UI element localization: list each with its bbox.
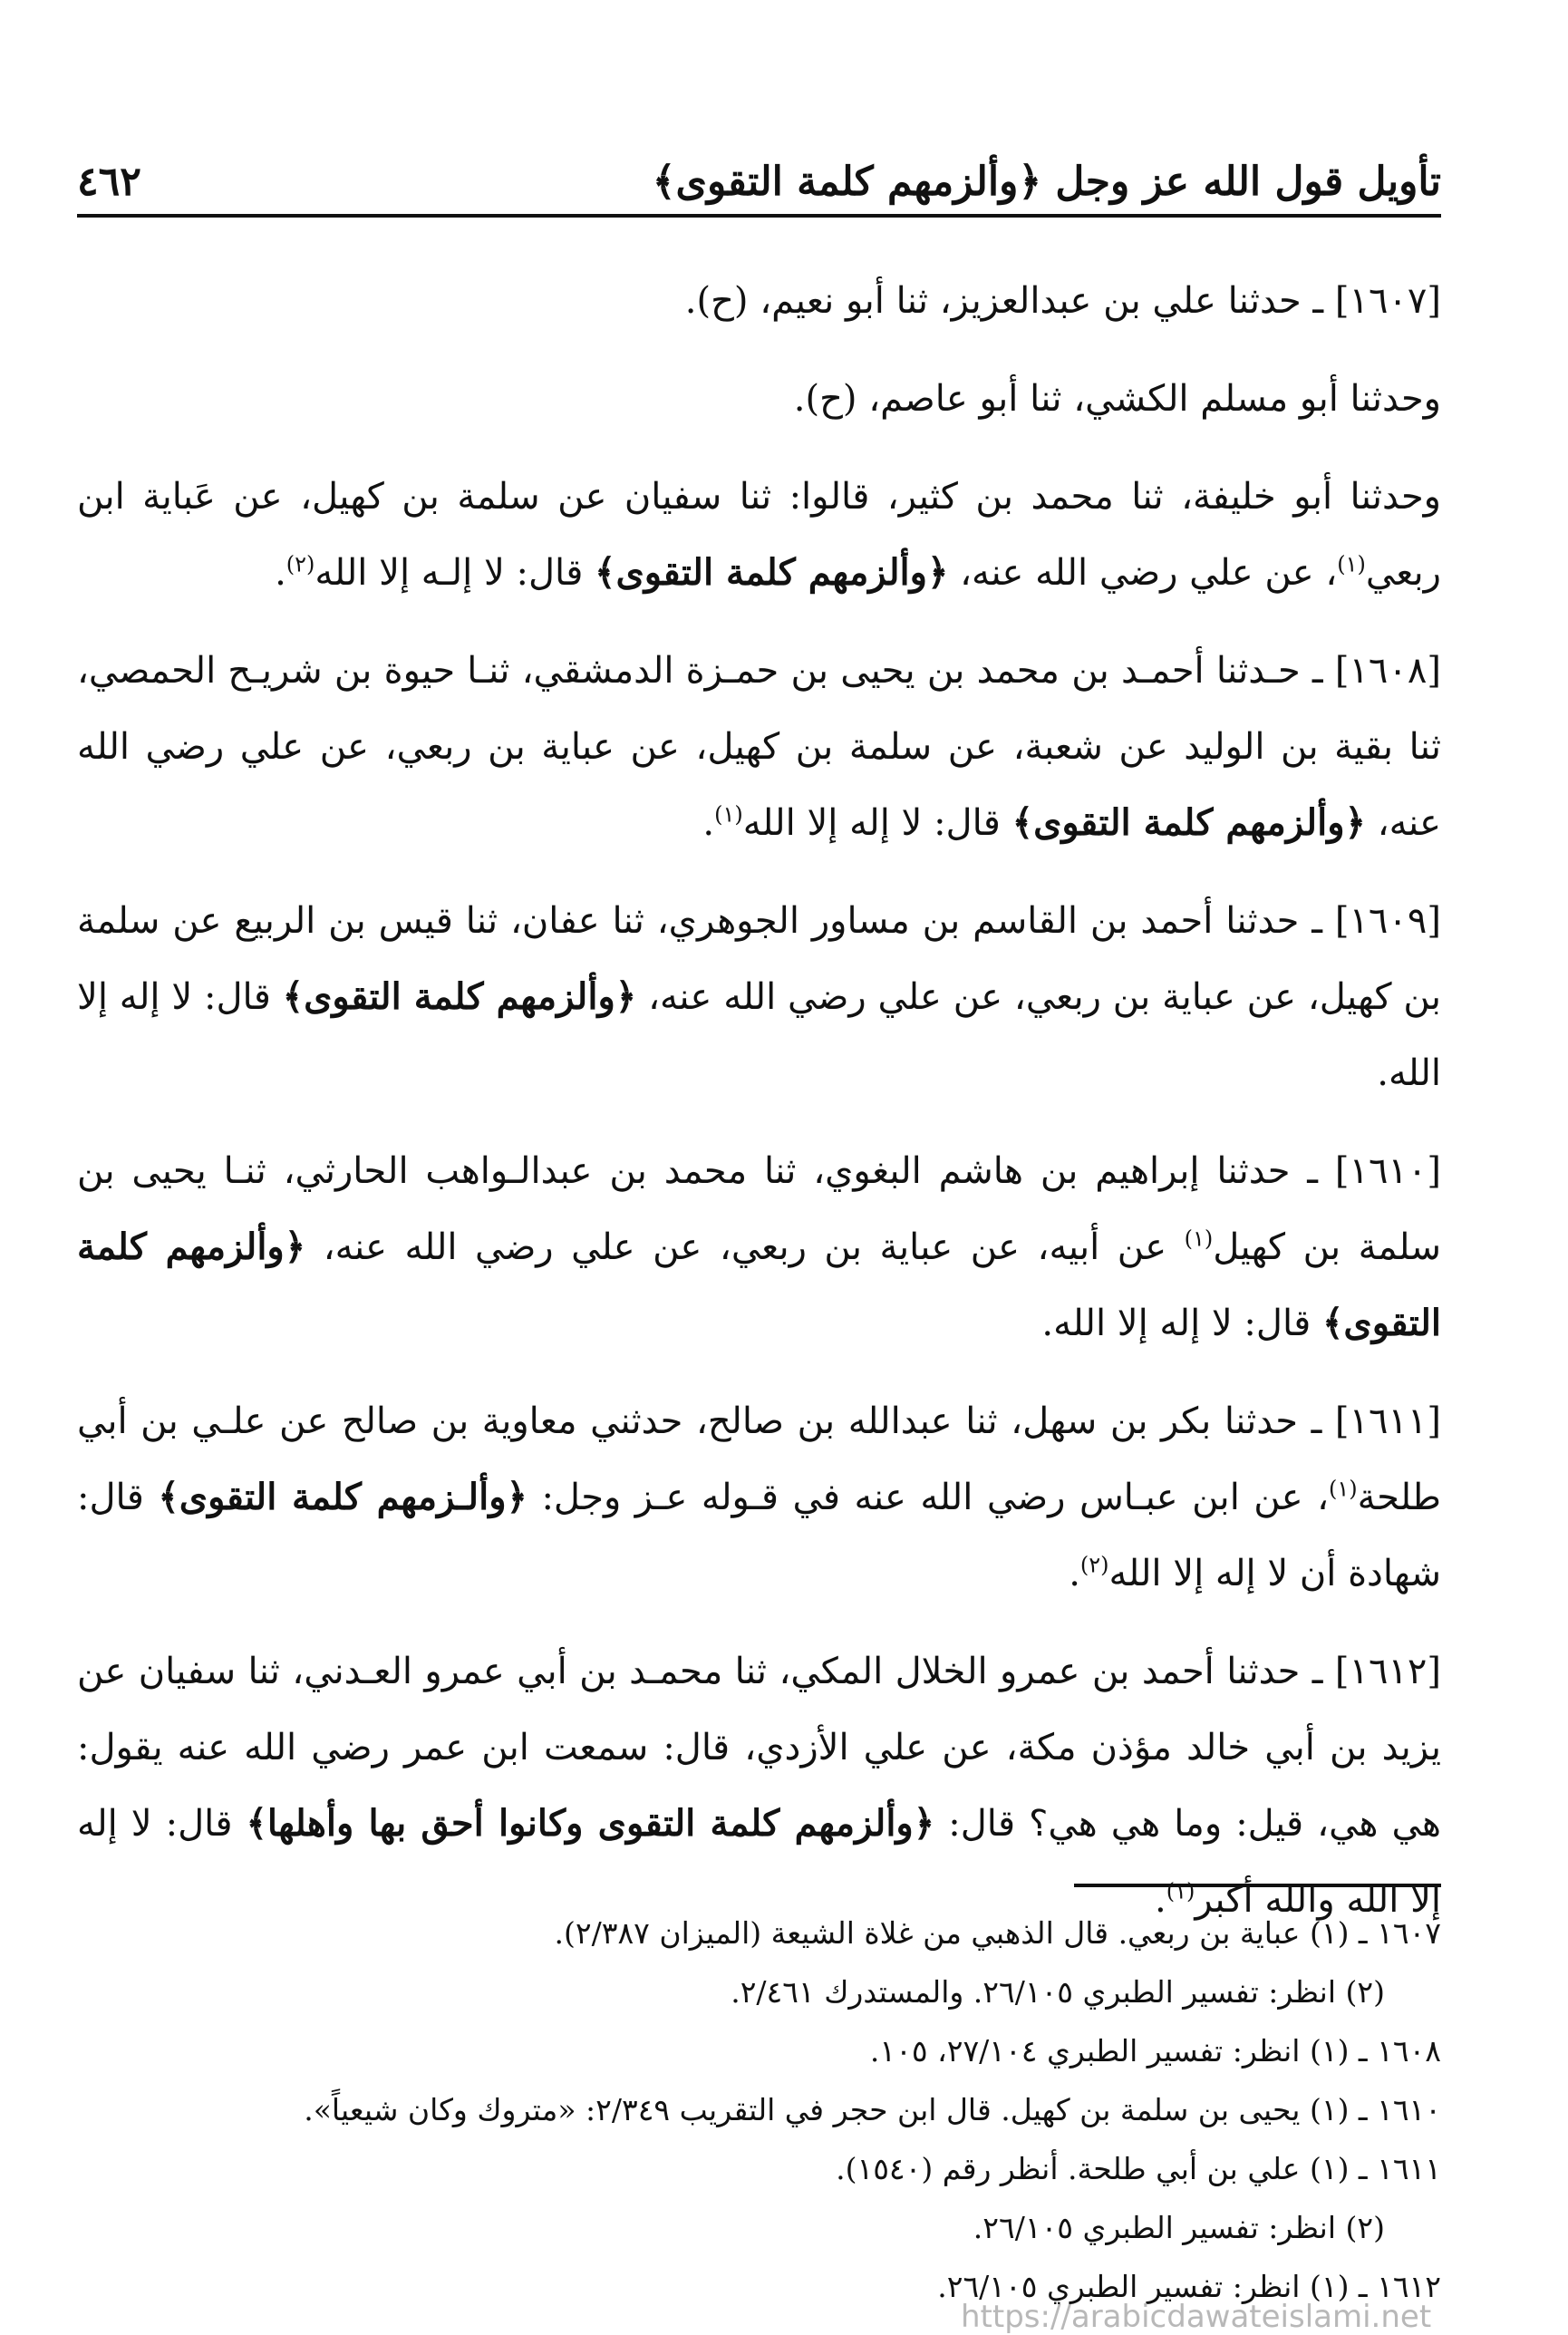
text-run: حدثنا علي بن عبدالعزيز، ثنا أبو نعيم، (ح). [684,280,1313,322]
hadith-number: [١٦٠٧] ـ [1312,280,1441,322]
footnote-text: يحيى بن سلمة بن كهيل. قال ابن حجر في التقريب ٢/٣٤٩: «متروك وكان شيعياً». [304,2092,1310,2127]
footnote-label: ١٦١٢ ـ (١) [1309,2269,1441,2304]
text-run: حـدثنا أحمـد بن محمد بن يحيى بن حمـزة الدمشقي، ثنـا حيوة بن شريـح الحمصي، ثنا بقية بن الوليد عن شعبة، عن سلمة بن كهيل، عن عباية بن ربعي، عن علي رضي الله عنه، [77,650,1441,844]
hadith-number: [١٦٠٩] ـ [1312,900,1441,942]
hadith-paragraph [77,1633,1441,1938]
footnote-label: ١٦٠٨ ـ (١) [1309,2033,1441,2069]
text-run: حدثنا إبراهيم بن هاشم البغوي، ثنا محمد بن عبدالـواهب الحارثي، ثنـا يحيى بن سلمة بن كهيل [77,1150,1441,1268]
watermark: https://arabicdawateislami.net [961,2299,1432,2335]
text-run: . [702,802,715,844]
footnote [77,2139,1441,2198]
footnote-marker: (٢) [1079,1552,1109,1578]
footnote-text: انظر: تفسير الطبري ٢٧/١٠٤، ١٠٥. [869,2033,1310,2069]
footnote-marker: (١) [1337,551,1366,577]
text-run: ، عن علي رضي الله عنه، [948,552,1338,594]
text-run: حدثنا أحمد بن القاسم بن مساور الجوهري، ثنا عفان، ثنا قيس بن الربيع عن سلمة بن كهيل، عن عباية بن ربعي، عن علي رضي الله عنه، [77,900,1441,1018]
text-run: قال: لا إله إلا الله. [77,976,1441,1094]
quran-verse: ﴿وألزمهم كلمة التقوى﴾ [1011,801,1366,844]
quran-verse: ﴿وألزمهم كلمة التقوى﴾ [77,1226,1441,1344]
quran-verse: ﴿وألزمهم كلمة التقوى وكانوا أحق بها وأهلها﴾ [246,1802,935,1845]
text-run: قال: لا إله إلا الله والله أكبر [77,1803,1441,1921]
hadith-paragraph [77,459,1441,611]
text-run: . [1069,1553,1080,1594]
quran-verse: ﴿وألـزمهم كلمة التقوى﴾ [158,1476,528,1518]
footnote-text: عباية بن ربعي. قال الذهبي من غلاة الشيعة (الميزان ٢/٣٨٧). [554,1915,1310,1951]
footnote-marker: (١) [714,801,743,828]
footnote [77,1962,1441,2021]
footnote-text: انظر: تفسير الطبري ٢٦/١٠٥. [973,2210,1346,2245]
hadith-number: [١٦٠٨] ـ [1312,650,1441,692]
text-run: قال: لا إلـه إلا الله [315,552,595,594]
text-run: ، عن ابن عبـاس رضي الله عنه في قـوله عـز وجل: [527,1477,1330,1518]
text-run: . [1154,1879,1166,1921]
text-run: وحدثنا أبو مسلم الكشي، ثنا أبو عاصم، (ح). [793,378,1441,420]
text-run: قال: لا إله إلا الله. [1041,1303,1322,1344]
hadith-paragraph [77,361,1441,437]
footnote-label: ١٦١١ ـ (١) [1309,2151,1441,2186]
hadith-paragraph [77,1383,1441,1612]
footnote [77,1904,1441,1962]
text-run: قال: لا إله إلا الله [742,802,1012,844]
hadith-paragraph [77,633,1441,861]
footnote-text: علي بن أبي طلحة. أنظر رقم (١٥٤٠). [836,2151,1310,2186]
footnote [77,2080,1441,2139]
page-number: ٤٦٢ [77,159,141,205]
footnote-marker: (١) [1329,1476,1358,1502]
footnote-label: ١٦٠٧ ـ (١) [1309,1915,1441,1951]
footnotes [77,1904,1441,2316]
text-run: حدثنا بكر بن سهل، ثنا عبدالله بن صالح، حدثني معاوية بن صالح عن علـي بن أبي طلحة [77,1400,1441,1518]
page-header [77,136,1441,218]
hadith-paragraph [77,263,1441,339]
footnote [77,2021,1441,2080]
footnote-marker: (٢) [286,551,315,577]
text-run: حدثنا أحمد بن عمرو الخلال المكي، ثنا محمـد بن أبي عمرو العـدني، ثنا سفيان عن يزيد بن أبي خالد مؤذن مكة، عن علي الأزدي، قال: سمعت ابن عمر رضي الله عنه يقول: هي هي، قيل: وما هي هي؟ قال: [77,1651,1441,1845]
hadith-paragraph [77,1133,1441,1361]
text-run: وحدثنا أبو خليفة، ثنا محمد بن كثير، قالوا: ثنا سفيان عن سلمة بن كهيل، عن عَباية ابن ربعي [77,476,1441,594]
footnote-label: (٢) [1345,2210,1385,2245]
hadith-number: [١٦١٠] ـ [1307,1150,1441,1192]
footnote-label: ١٦١٠ ـ (١) [1309,2092,1441,2127]
quran-verse: ﴿وألزمهم كلمة التقوى﴾ [282,975,637,1018]
text-run: . [275,552,286,594]
text-run: قال: شهادة أن لا إله إلا الله [77,1477,1441,1594]
footnote-marker: (١) [1166,1878,1195,1904]
footnote-label: (٢) [1345,1974,1385,2010]
hadith-number: [١٦١١] ـ [1311,1400,1441,1442]
footnote [77,2198,1441,2257]
running-title: تأويل قول الله عز وجل ﴿وألزمهم كلمة التقوى﴾ [652,159,1441,205]
quran-verse: ﴿وألزمهم كلمة التقوى﴾ [595,551,949,594]
footnote-separator [1074,1884,1441,1887]
main-text [77,263,1441,1960]
hadith-paragraph [77,883,1441,1111]
hadith-number: [١٦١٢] ـ [1312,1651,1441,1692]
text-run: عن أبيه، عن عباية بن ربعي، عن علي رضي الله عنه، [305,1226,1185,1268]
footnote-text: انظر: تفسير الطبري ٢٦/١٠٥. [937,2269,1310,2304]
footnote-marker: (١) [1184,1226,1214,1252]
footnote-text: انظر: تفسير الطبري ٢٦/١٠٥. والمستدرك ٢/٤٦١. [731,1974,1346,2010]
